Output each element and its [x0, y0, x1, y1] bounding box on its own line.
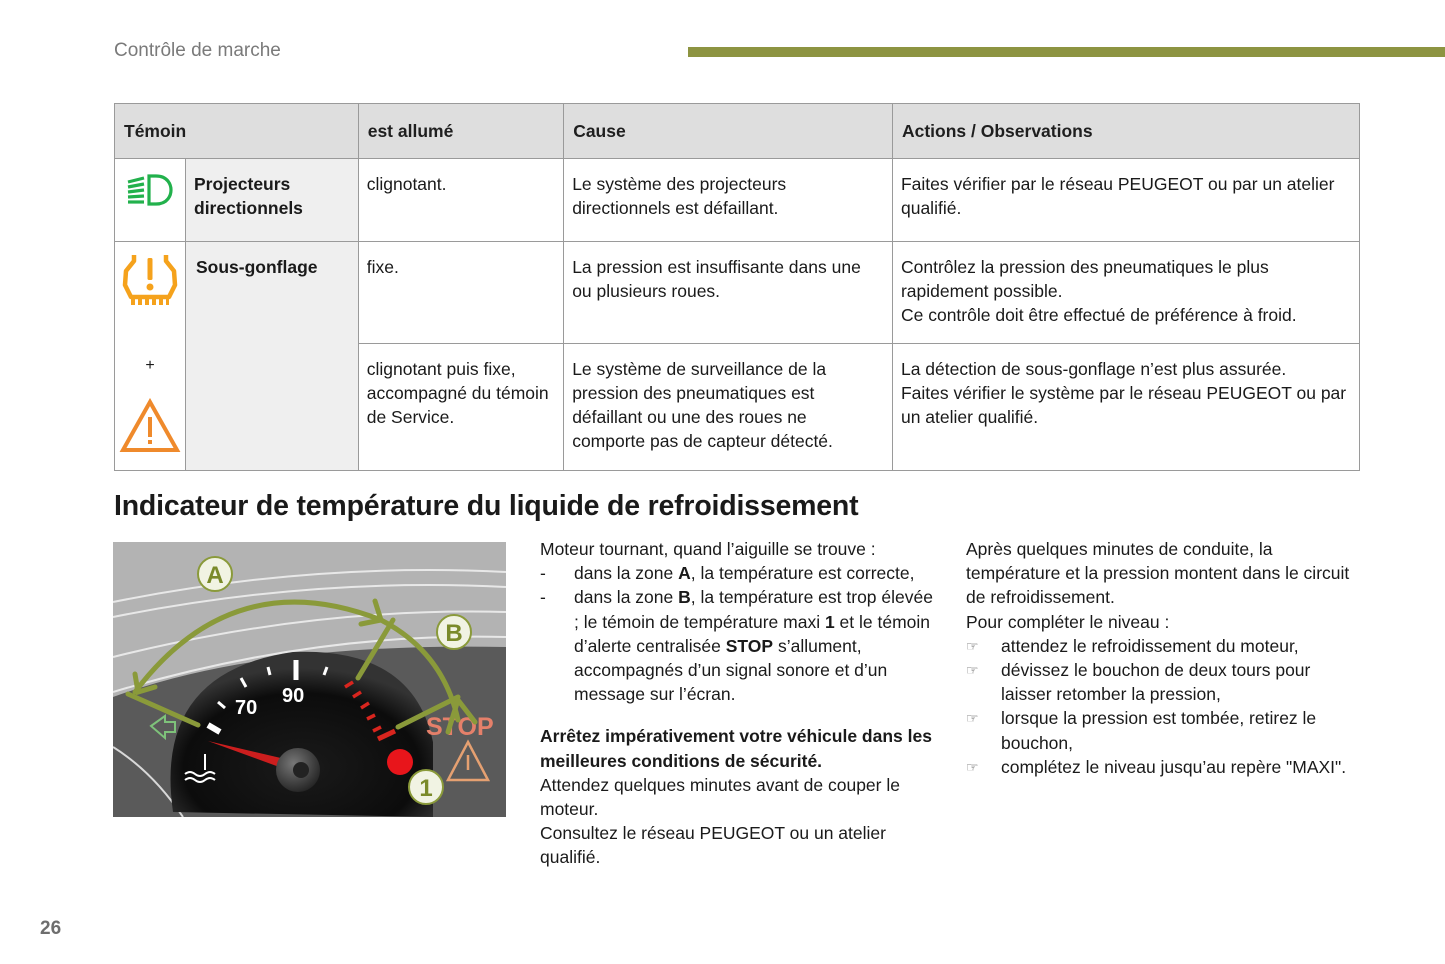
action [892, 344, 1359, 471]
col-header-actions: Actions / Observations [892, 104, 1359, 159]
list-item [966, 706, 1356, 754]
icon-cell [115, 242, 186, 471]
dash-marker: - [540, 587, 546, 608]
col-header-temoin: Témoin [115, 104, 359, 159]
step-text: lorsque la pression est tombée, retirez le bouchon, [1001, 708, 1317, 753]
intro-text: Après quelques minutes de conduite, la température et la pression montent dans le circuit de refroidissement. [966, 539, 1350, 608]
lead-text: Pour compléter le niveau : [966, 611, 1170, 632]
cause: Le système de surveillance de la pression des pneumatiques est défaillant ou une des roues ne comporte pas de capteur détecté. [564, 344, 893, 471]
action: Faites vérifier par le réseau PEUGEOT ou par un atelier qualifié. [892, 159, 1359, 242]
tire-pressure-warning-icon [121, 252, 179, 314]
service-warning-triangle-icon [119, 398, 181, 460]
pointing-hand-icon: ☞ [966, 637, 979, 654]
list-item [966, 658, 1356, 706]
action-line: Faites vérifier le système par le réseau PEUGEOT ou par un atelier qualifié. [900, 383, 1347, 428]
step-text: dévissez le bouchon de deux tours pour laisser retomber la pression, [1001, 660, 1311, 705]
text: , la température est correcte, [690, 563, 915, 584]
col-header-est-allume: est allumé [358, 104, 563, 159]
text: dans la zone [574, 563, 679, 584]
table-header-row [115, 104, 1360, 159]
zone-a-label: A [206, 562, 224, 589]
pointing-hand-icon: ☞ [966, 710, 979, 727]
section-title: Indicateur de température du liquide de refroidissement [114, 490, 859, 522]
text: s’allument, accompagnés d’un signal sonore et d’un message sur l’écran. [574, 635, 888, 705]
action-line: La détection de sous-gonflage n’est plus assurée. [900, 359, 1287, 380]
action-line: Ce contrôle doit être effectué de préférence à froid. [900, 305, 1297, 325]
list-item [966, 755, 1356, 779]
list-item [540, 585, 935, 706]
action [892, 242, 1359, 344]
pointing-hand-icon: ☞ [966, 662, 979, 679]
indicator-name: Sous-gonflage [186, 242, 359, 471]
refill-instructions-column [966, 537, 1356, 779]
headlamp-directional-icon [126, 173, 174, 213]
lit-state: clignotant puis fixe, accompagné du témoin de Service. [358, 344, 563, 471]
running-title: Contrôle de marche [114, 40, 281, 61]
safety-warning: Arrêtez impérativement votre véhicule dans les meilleures conditions de sécurité. [540, 726, 932, 771]
col-header-cause: Cause [564, 104, 893, 159]
list-item [966, 634, 1356, 658]
plus-sign: + [145, 357, 155, 374]
wait-text: Attendez quelques minutes avant de couper le moteur. [540, 774, 900, 820]
warning-1-label: 1 [419, 775, 433, 802]
table-row [115, 159, 1360, 242]
page-number: 26 [40, 918, 62, 939]
action-line: Contrôlez la pression des pneumatiques le plus rapidement possible. [900, 257, 1269, 301]
table-row [115, 242, 1360, 344]
stop-ref: STOP [725, 635, 774, 656]
zone-b-ref: B [678, 587, 691, 608]
gauge-label-70: 70 [235, 697, 258, 719]
cause: Le système des projecteurs directionnels est défaillant. [564, 159, 893, 242]
coolant-temperature-gauge-illustration [113, 542, 506, 817]
text: et le témoin d’alerte centralisée [574, 611, 931, 656]
pointing-hand-icon: ☞ [966, 758, 979, 775]
intro-text: Moteur tournant, quand l’aiguille se trouve : [540, 539, 876, 559]
warning-lights-table [114, 103, 1360, 471]
cause: La pression est insuffisante dans une ou plusieurs roues. [564, 242, 893, 344]
header-rule [688, 47, 1445, 57]
dash-marker: - [540, 563, 546, 584]
lit-state: clignotant. [358, 159, 563, 242]
consult-text: Consultez le réseau PEUGEOT ou un atelier qualifié. [540, 823, 886, 868]
step-text: attendez le refroidissement du moteur, [1001, 635, 1299, 656]
step-text: complétez le niveau jusqu’au repère "MAXI". [1001, 756, 1347, 777]
text: , la température est trop élevée ; le témoin de température maxi [574, 587, 933, 632]
text: dans la zone [574, 587, 679, 608]
gauge-explanation-column [540, 537, 935, 870]
lit-state: fixe. [358, 242, 563, 344]
list-item [540, 561, 935, 585]
zone-b-label: B [445, 620, 463, 647]
gauge-label-90: 90 [282, 685, 305, 707]
warning-1-ref: 1 [824, 611, 835, 632]
stop-label: STOP [426, 713, 494, 741]
zone-a-ref: A [678, 563, 691, 584]
indicator-name: Projecteurs directionnels [186, 159, 359, 242]
icon-cell [115, 159, 186, 242]
